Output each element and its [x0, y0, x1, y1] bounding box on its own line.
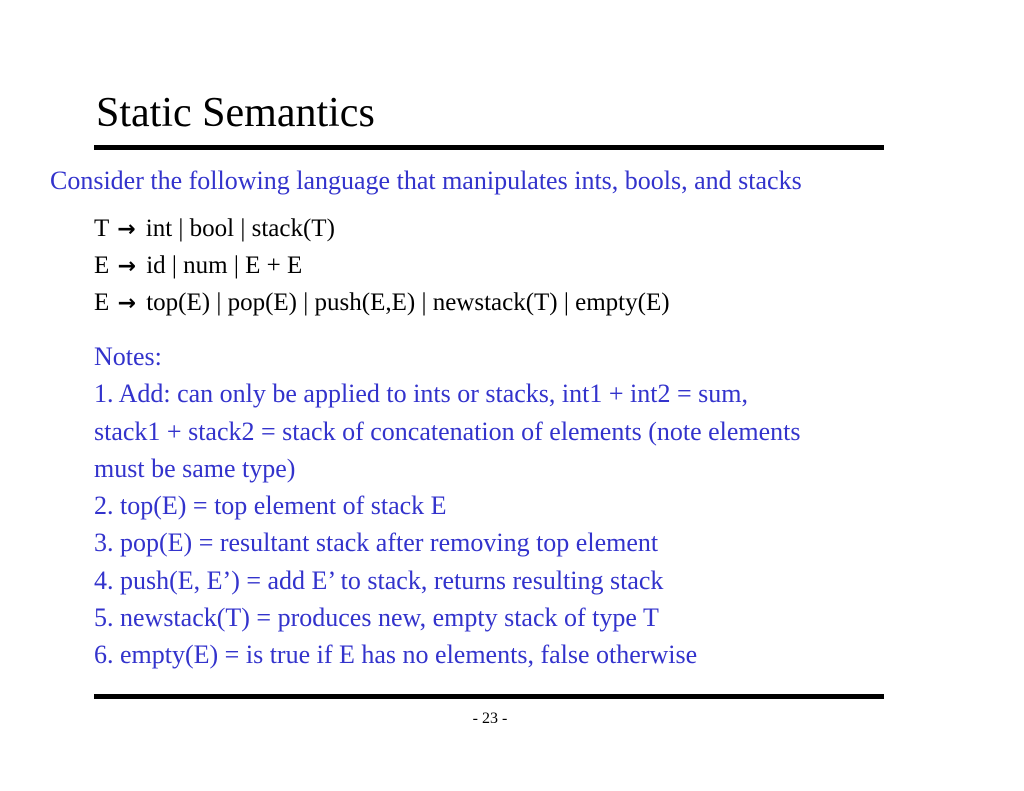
grammar-rhs: top(E) | pop(E) | push(E,E) | newstack(T) | empty(E)	[146, 289, 670, 316]
note-line: 3. pop(E) = resultant stack after removing top element	[94, 528, 659, 558]
footer-divider	[94, 694, 884, 699]
grammar-block	[94, 210, 670, 321]
note-line: 1. Add: can only be applied to ints or stacks, int1 + int2 = sum,	[94, 379, 748, 409]
grammar-rhs: id | num | E + E	[146, 252, 303, 279]
notes-heading: Notes:	[94, 342, 162, 371]
grammar-rule-type	[94, 210, 670, 247]
grammar-lhs: E	[94, 252, 110, 279]
notes-block	[94, 338, 801, 674]
note-line: 5. newstack(T) = produces new, empty stack of type T	[94, 603, 659, 633]
note-line: 6. empty(E) = is true if E has no elements, false otherwise	[94, 640, 698, 670]
grammar-lhs: T	[94, 215, 109, 242]
grammar-rule-expr-stack	[94, 284, 670, 321]
intro-text: Consider the following language that manipulates ints, bools, and stacks	[50, 166, 802, 195]
grammar-rule-expr-basic	[94, 247, 670, 284]
right-arrow-icon: →	[117, 254, 136, 279]
grammar-lhs: E	[94, 289, 110, 316]
note-line: must be same type)	[94, 453, 296, 483]
right-arrow-icon: →	[117, 217, 136, 242]
note-line: 2. top(E) = top element of stack E	[94, 491, 447, 521]
grammar-rhs: int | bool | stack(T)	[145, 215, 335, 242]
title-divider	[94, 145, 884, 150]
note-line: stack1 + stack2 = stack of concatenation of elements (note elements	[94, 416, 801, 446]
right-arrow-icon: →	[117, 291, 136, 316]
page-number: - 23 -	[472, 710, 508, 727]
note-line: 4. push(E, E’) = add E’ to stack, returns resulting stack	[94, 565, 664, 595]
slide-title: Static Semantics	[96, 90, 375, 136]
